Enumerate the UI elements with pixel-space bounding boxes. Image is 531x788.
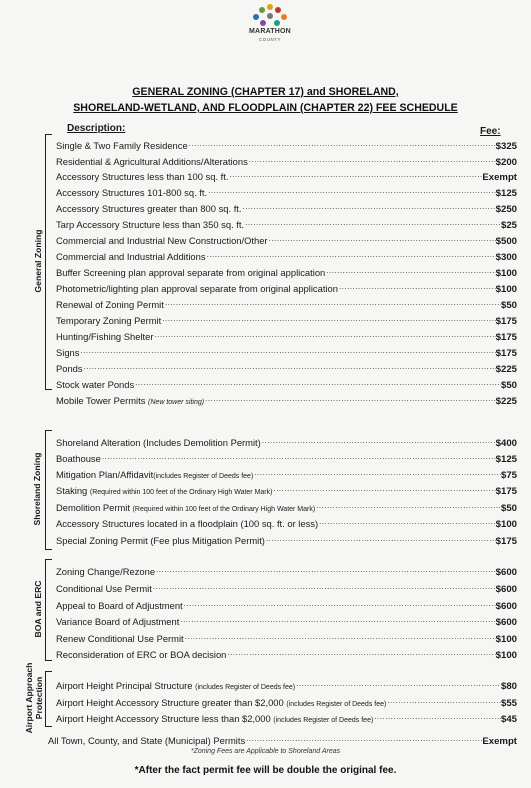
fee-amount: Exempt [482, 172, 517, 183]
fee-amount: $25 [500, 220, 517, 231]
fee-description-note: (includes Register of Deeds fee) [286, 701, 387, 708]
fee-amount: $45 [500, 714, 517, 725]
fee-amount: $175 [495, 348, 517, 359]
fee-description: Accessory Structures less than 100 sq. ft. [56, 171, 229, 182]
fee-row [56, 646, 517, 660]
leader-dots [79, 344, 495, 356]
fee-amount: $325 [495, 141, 517, 152]
leader-dots [386, 694, 501, 706]
leader-dots [244, 216, 501, 228]
fee-amount: $50 [500, 380, 517, 391]
fee-amount: $225 [495, 396, 517, 407]
leader-dots [242, 200, 496, 212]
fee-description [56, 502, 315, 513]
leader-dots [226, 646, 495, 658]
leader-dots [184, 630, 496, 642]
fee-row [56, 450, 517, 464]
fee-amount: $75 [500, 470, 517, 481]
fee-description: Conditional Use Permit [56, 583, 152, 594]
airport-label [24, 663, 44, 734]
fee-amount: $100 [495, 519, 517, 530]
footnote-shoreland: *Zoning Fees are Applicable to Shoreland Areas [190, 748, 341, 755]
leader-dots [228, 168, 482, 180]
fee-amount: $125 [495, 188, 517, 199]
fee-row [56, 392, 517, 406]
logo-name: MARATHON [249, 28, 291, 35]
page-title-line2: SHORELAND-WETLAND, AND FLOODPLAIN (CHAPTER 22) FEE SCHEDULE [73, 102, 458, 114]
fee-row [56, 597, 517, 611]
logo-subtitle: COUNTY [259, 37, 281, 42]
leader-dots [268, 232, 496, 244]
fee-description [56, 485, 272, 496]
fee-row [56, 296, 517, 310]
fee-amount: $50 [500, 300, 517, 311]
fee-amount: $175 [495, 332, 517, 343]
fee-description [56, 697, 386, 708]
fee-amount: $80 [500, 681, 517, 692]
fee-row [56, 360, 517, 374]
fee-amount: $300 [495, 252, 517, 263]
fee-description-main: Airport Height Accessory Structure greater than $2,000 [56, 697, 287, 708]
fee-row [56, 216, 517, 230]
leader-dots [272, 482, 495, 494]
fee-description: Variance Board of Adjustment [56, 616, 180, 627]
fee-row [56, 694, 517, 708]
fee-description: Boathouse [56, 453, 101, 464]
fee-description: Accessory Structures located in a floodplain (100 sq. ft. or less) [56, 518, 319, 529]
fee-description-main: Staking [56, 485, 90, 496]
fee-amount: $175 [495, 536, 517, 547]
fee-description: Reconsideration of ERC or BOA decision [56, 649, 227, 660]
fee-description [56, 469, 253, 480]
fee-row [56, 153, 517, 167]
leader-dots [188, 137, 496, 149]
fee-description [56, 680, 295, 691]
fee-amount: Exempt [482, 736, 517, 747]
leader-dots [83, 360, 496, 372]
fee-row [56, 532, 517, 546]
fee-description-main: Mitigation Plan/Affidavit [56, 469, 154, 480]
fee-amount: $100 [495, 650, 517, 661]
fee-amount: $100 [495, 284, 517, 295]
leader-dots [318, 515, 496, 527]
fee-description: Special Zoning Permit (Fee plus Mitigation Permit) [56, 535, 265, 546]
fee-description-main: Demolition Permit [56, 502, 133, 513]
leader-dots [134, 376, 501, 388]
fee-description: Accessory Structures greater than 800 sq. ft. [56, 203, 242, 214]
fee-row [56, 613, 517, 627]
fee-row [56, 376, 517, 390]
fee-description: Commercial and Industrial Additions [56, 251, 206, 262]
fee-description: Renew Conditional Use Permit [56, 633, 184, 644]
fee-amount: $600 [495, 567, 517, 578]
fee-amount: $175 [495, 486, 517, 497]
leader-dots [164, 296, 501, 308]
general-zoning-label: General Zoning [33, 229, 43, 293]
fee-description-note: (includes Register of Deeds fee) [195, 684, 296, 691]
fee-description: Signs [56, 347, 80, 358]
fee-description: Ponds [56, 363, 83, 374]
fee-description-main: Airport Height Principal Structure [56, 680, 196, 691]
fee-description-note: (Required within 100 feet of the Ordinary High Water Mark) [132, 506, 316, 513]
county-logo [240, 4, 300, 52]
leader-dots [161, 312, 495, 324]
leader-dots [373, 710, 501, 722]
fee-row [56, 137, 517, 151]
fee-row [56, 677, 517, 691]
fee-description [56, 395, 204, 406]
fee-description: Stock water Ponds [56, 379, 135, 390]
leader-dots [183, 597, 496, 609]
fee-description: Residential & Agricultural Additions/Alterations [56, 156, 248, 167]
general-zoning-bracket [45, 134, 52, 390]
fee-description [56, 713, 373, 724]
fee-description: Hunting/Fishing Shelter [56, 331, 154, 342]
fee-amount: $600 [495, 584, 517, 595]
fee-amount: $100 [495, 268, 517, 279]
fee-row [56, 248, 517, 262]
leader-dots [179, 613, 495, 625]
fee-description: Renewal of Zoning Permit [56, 299, 164, 310]
leader-dots [315, 499, 501, 511]
fee-amount: $55 [500, 698, 517, 709]
fee-description: Tarp Accessory Structure less than 350 sq. ft. [56, 219, 245, 230]
fee-row [56, 312, 517, 326]
leader-dots [325, 264, 495, 276]
shoreland-zoning-bracket [45, 430, 52, 550]
leader-dots [245, 732, 482, 744]
fee-description: Single & Two Family Residence [56, 140, 188, 151]
leader-dots [207, 184, 496, 196]
fee-row [56, 264, 517, 278]
fee-description: Zoning Change/Rezone [56, 566, 156, 577]
fee-description-main: Airport Height Accessory Structure less than $2,000 [56, 713, 274, 724]
fee-header: Fee: [480, 126, 501, 137]
fee-row [56, 184, 517, 198]
fee-row [56, 434, 517, 448]
fee-amount: $600 [495, 601, 517, 612]
fee-description: Photometric/lighting plan approval separate from original application [56, 283, 338, 294]
leader-dots [155, 563, 496, 575]
fee-amount: $600 [495, 617, 517, 628]
fee-row [56, 280, 517, 294]
fee-description-note: (includes Register of Deeds fee) [273, 717, 374, 724]
description-header: Description: [67, 123, 126, 134]
fee-row [56, 710, 517, 724]
fee-row [56, 168, 517, 182]
fee-row [56, 580, 517, 594]
fee-row [56, 499, 517, 513]
leader-dots [338, 280, 496, 292]
fee-description-note: (includes Register of Deeds fee) [153, 473, 254, 480]
airport-bracket [45, 671, 52, 727]
fee-description: Shoreland Alteration (Includes Demolition Permit) [56, 437, 261, 448]
leader-dots [206, 248, 496, 260]
logo-dots-icon [248, 4, 292, 30]
fee-description: Accessory Structures 101-800 sq. ft. [56, 187, 208, 198]
boa-erc-label: BOA and ERC [33, 580, 43, 638]
leader-dots [248, 153, 496, 165]
fee-amount: $175 [495, 316, 517, 327]
fee-row [56, 200, 517, 214]
fee-row [56, 344, 517, 358]
fee-row [56, 630, 517, 644]
fee-description-note: (New tower siting) [148, 399, 205, 406]
fee-row [56, 232, 517, 246]
fee-amount: $100 [495, 634, 517, 645]
boa-erc-bracket [45, 559, 52, 661]
fee-amount: $200 [495, 157, 517, 168]
leader-dots [261, 434, 496, 446]
leader-dots [152, 580, 496, 592]
airport-label-line2: Protection [34, 676, 44, 720]
fee-row [56, 515, 517, 529]
shoreland-zoning-label: Shoreland Zoning [32, 452, 42, 526]
fee-description-note: (Required within 100 feet of the Ordinary High Water Mark) [89, 489, 273, 496]
fee-amount: $225 [495, 364, 517, 375]
fee-amount: $500 [495, 236, 517, 247]
fee-description: Appeal to Board of Adjustment [56, 600, 183, 611]
fee-row-municipal [48, 732, 517, 746]
fee-amount: $50 [500, 503, 517, 514]
leader-dots [295, 677, 501, 689]
fee-row [56, 482, 517, 496]
page-title-line1: GENERAL ZONING (CHAPTER 17) and SHORELAND, [132, 86, 399, 98]
fee-amount: $400 [495, 438, 517, 449]
fee-amount: $250 [495, 204, 517, 215]
fee-row [56, 466, 517, 480]
fee-row [56, 563, 517, 577]
leader-dots [204, 392, 496, 404]
airport-label-line1: Airport Approach [24, 662, 34, 734]
fee-amount: $125 [495, 454, 517, 465]
fee-row [56, 328, 517, 342]
fee-description: All Town, County, and State (Municipal) Permits [48, 735, 246, 746]
footnote-after-fact: *After the fact permit fee will be double the original fee. [134, 765, 397, 776]
leader-dots [153, 328, 495, 340]
fee-description: Buffer Screening plan approval separate from original application [56, 267, 326, 278]
leader-dots [265, 532, 496, 544]
leader-dots [101, 450, 496, 462]
fee-description: Temporary Zoning Permit [56, 315, 162, 326]
fee-description-main: Mobile Tower Permits [56, 395, 149, 406]
fee-description: Commercial and Industrial New Construction/Other [56, 235, 268, 246]
leader-dots [253, 466, 501, 478]
